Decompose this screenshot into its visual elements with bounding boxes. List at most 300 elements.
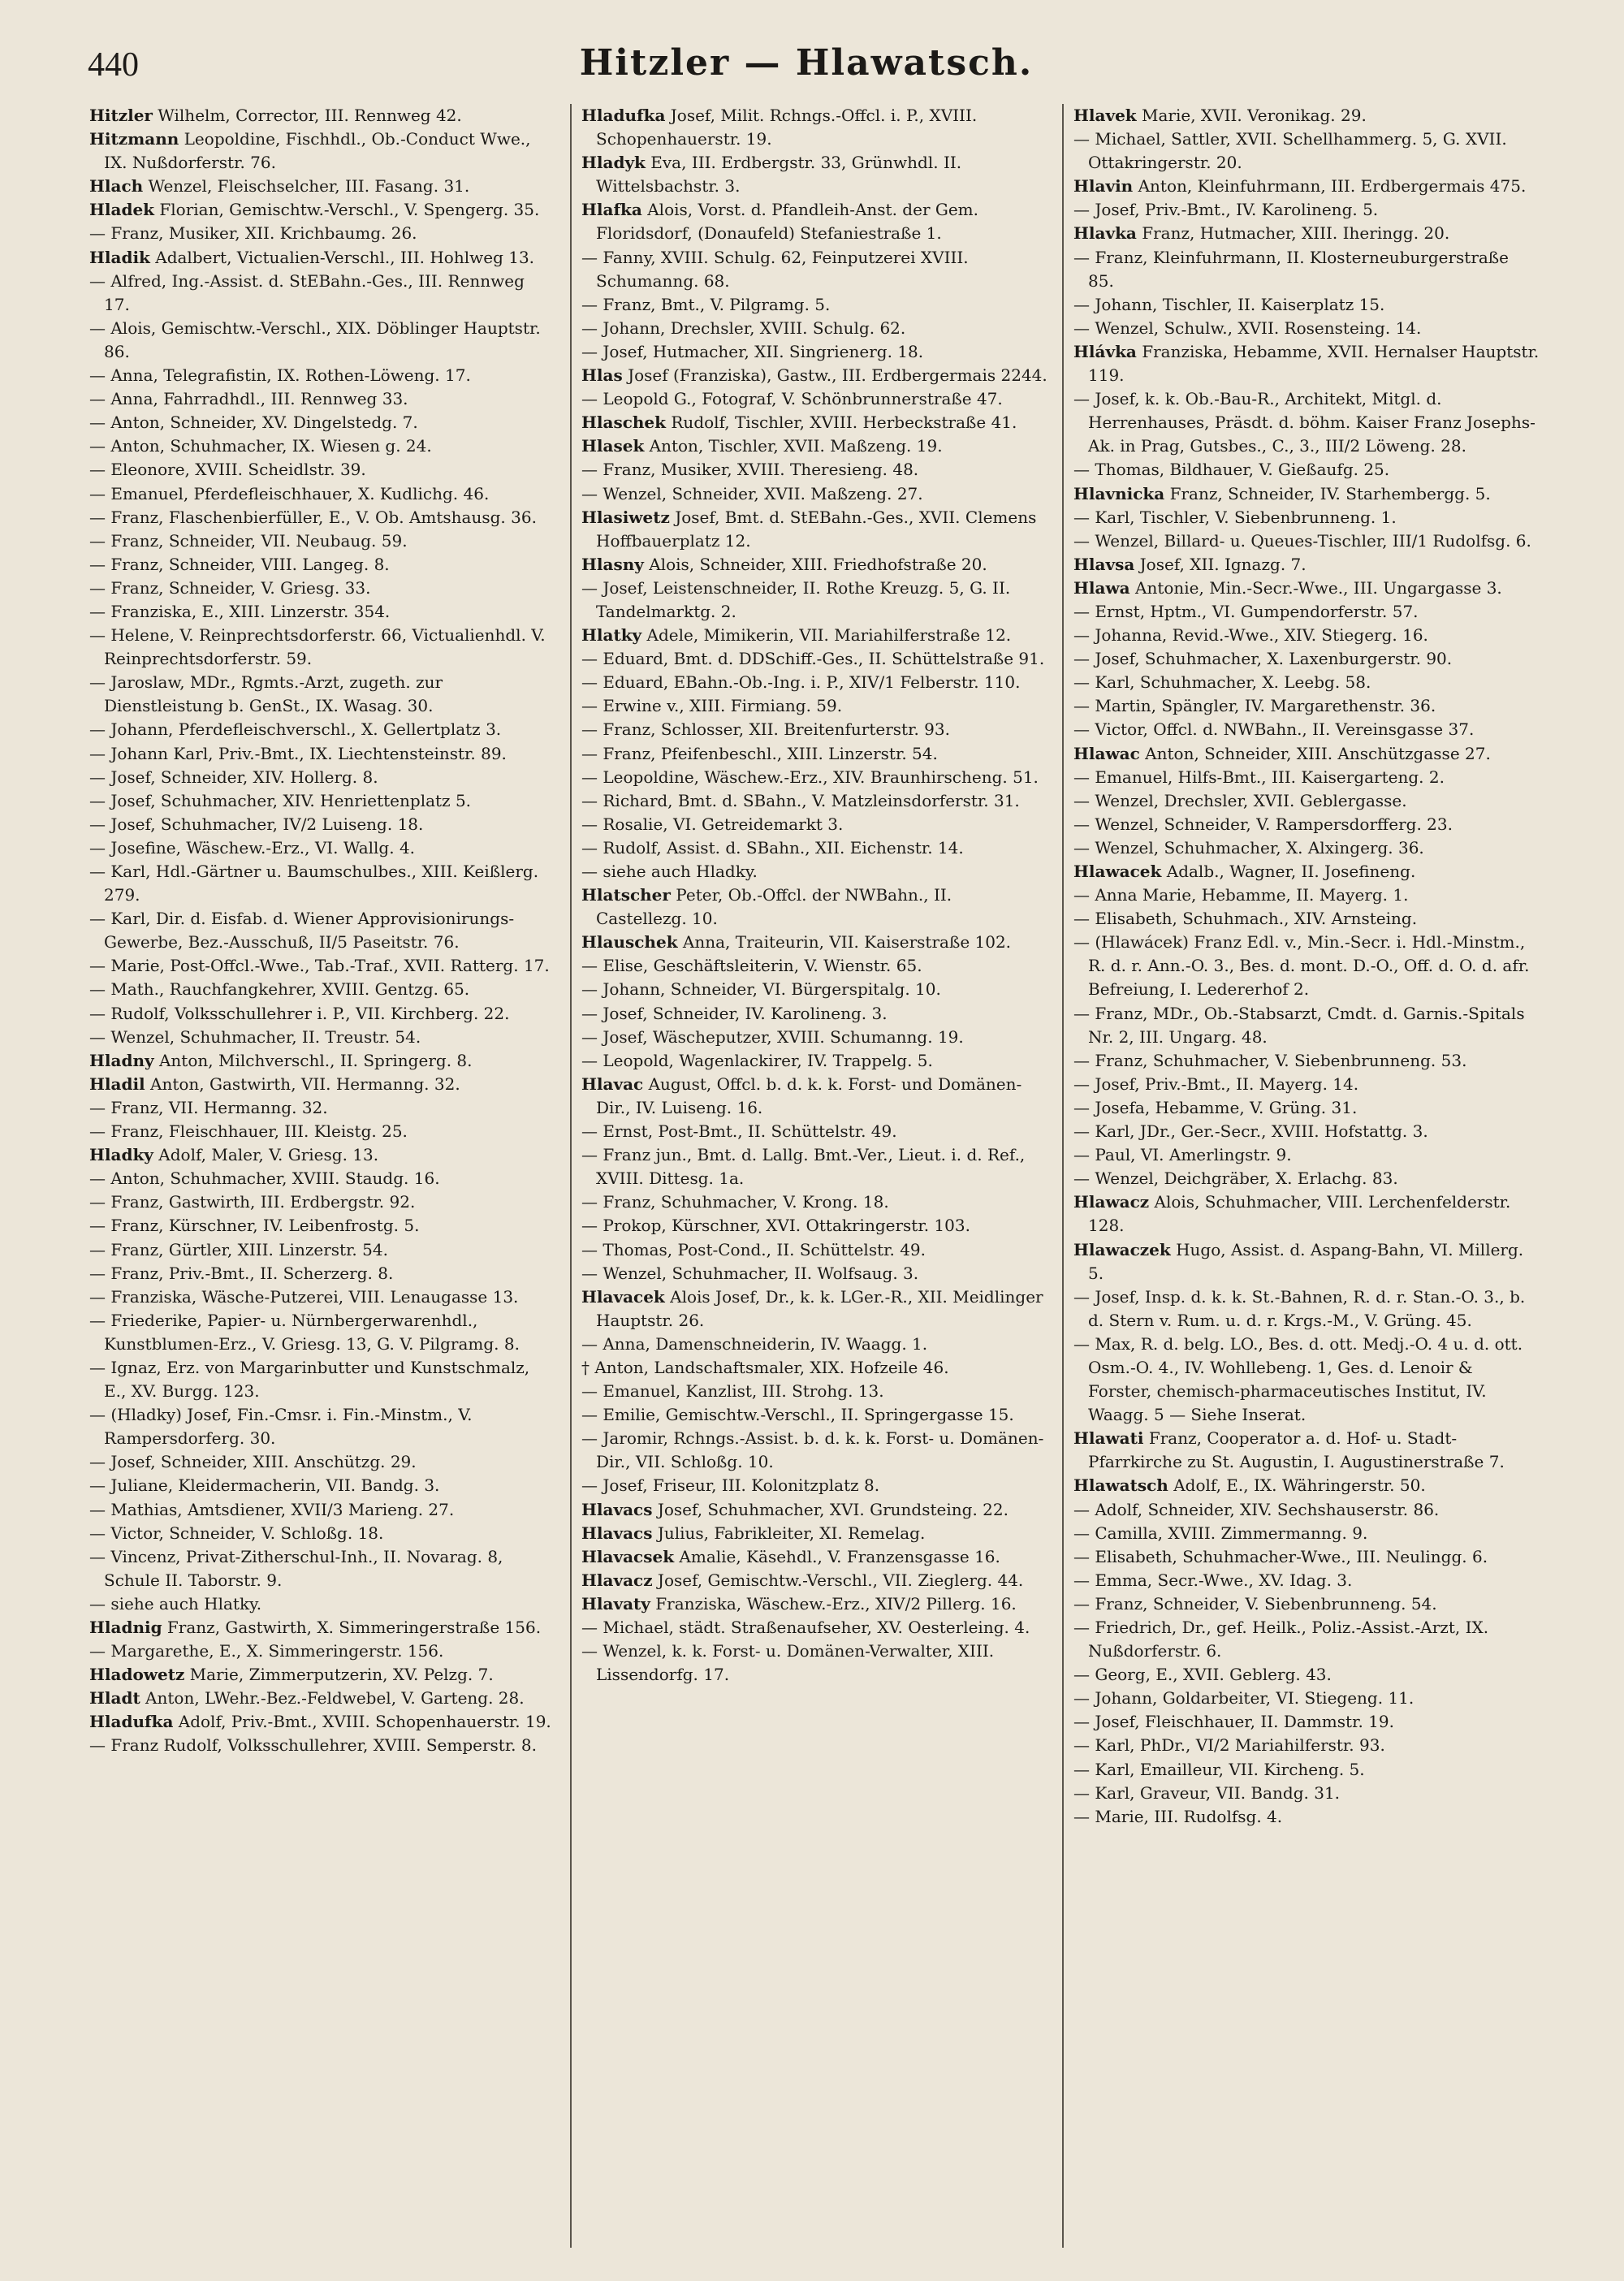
running-title: Hitzler — Hlawatsch. bbox=[579, 42, 1034, 84]
entry-text: — Josef, Schneider, IV. Karolineng. 3. bbox=[581, 1003, 888, 1023]
directory-entry bbox=[89, 1663, 555, 1687]
directory-entry bbox=[89, 1710, 555, 1734]
entry-text: Alois, Schuhmacher, VIII. Lerchenfelderstr. 128. bbox=[1088, 1192, 1511, 1236]
surname-heading: Hlavacs bbox=[581, 1523, 653, 1543]
directory-entry bbox=[1073, 1663, 1540, 1687]
entry-text: — Richard, Bmt. d. SBahn., V. Matzleinsdorferstr. 31. bbox=[581, 790, 1020, 810]
directory-entry bbox=[581, 1049, 1047, 1073]
entry-text: — Franz, Schuhmacher, V. Krong. 18. bbox=[581, 1192, 889, 1212]
entry-text: — Anton, Schuhmacher, XVIII. Staudg. 16. bbox=[89, 1169, 440, 1189]
surname-heading: Hladik bbox=[89, 247, 150, 267]
entry-text: — (Hladky) Josef, Fin.-Cmsr. i. Fin.-Minstm., V. Rampersdorferg. 30. bbox=[89, 1405, 473, 1449]
entry-text: Josef, XII. Ignazg. 7. bbox=[1134, 554, 1307, 574]
entry-text: † Anton, Landschaftsmaler, XIX. Hofzeile 46. bbox=[581, 1357, 949, 1377]
entry-text: Peter, Ob.-Offcl. der NWBahn., II. Castellezg. 10. bbox=[596, 885, 952, 929]
entry-text: — Alois, Gemischtw.-Verschl., XIX. Döblinger Hauptstr. 86. bbox=[89, 318, 541, 361]
directory-entry bbox=[89, 624, 555, 671]
directory-entry bbox=[581, 246, 1047, 293]
entry-text: — (Hlawácek) Franz Edl. v., Min.-Secr. i. Hdl.-Minstm., R. d. r. Ann.-O. 3., Bes. d. mont. D.-O., Off. d. O. d. afr. Befreiung, I. Ledererhof 2. bbox=[1073, 932, 1530, 1000]
entry-text: — Josef, k. k. Ob.-Bau-R., Architekt, Mitgl. d. Herrenhauses, Präsdt. d. böhm. Kaiser Franz Josephs-Ak. in Prag, Gutsbes., C., 3., III/2 Löweng. 28. bbox=[1073, 389, 1535, 456]
entry-text: — Ernst, Post-Bmt., II. Schüttelstr. 49. bbox=[581, 1121, 897, 1142]
directory-entry bbox=[581, 506, 1047, 553]
surname-heading: Hlasny bbox=[581, 554, 644, 574]
directory-entry bbox=[1073, 104, 1540, 127]
directory-entry bbox=[89, 222, 555, 245]
directory-entry bbox=[89, 1522, 555, 1545]
entry-text: — Karl, JDr., Ger.-Secr., XVIII. Hofstattg. 3. bbox=[1073, 1121, 1428, 1142]
directory-entry bbox=[1073, 1592, 1540, 1616]
entry-text: — Emma, Secr.-Wwe., XV. Idag. 3. bbox=[1073, 1570, 1353, 1590]
directory-entry bbox=[1073, 1687, 1540, 1710]
entry-text: — Fanny, XVIII. Schulg. 62, Feinputzerei XVIII. Schumanng. 68. bbox=[581, 247, 969, 291]
directory-entry bbox=[89, 1450, 555, 1474]
surname-heading: Hlavaty bbox=[581, 1593, 650, 1614]
entry-text: Alois, Vorst. d. Pfandleih-Anst. der Gem. Floridsdorf, (Donaufeld) Stefaniestraße 1. bbox=[596, 200, 978, 244]
directory-entry bbox=[1073, 1522, 1540, 1545]
entry-text: — Johann, Pferdefleischverschl., X. Gellertplatz 3. bbox=[89, 719, 502, 740]
entry-text: — Franz, Fleischhauer, III. Kleistg. 25. bbox=[89, 1121, 408, 1142]
directory-entry bbox=[89, 1262, 555, 1285]
directory-entry bbox=[581, 624, 1047, 647]
directory-entry bbox=[581, 1262, 1047, 1285]
surname-heading: Hladufka bbox=[89, 1712, 174, 1732]
entry-text: — Wenzel, Deichgräber, X. Erlachg. 83. bbox=[1073, 1169, 1398, 1189]
directory-entry bbox=[1073, 600, 1540, 624]
entry-text: — Josef, Schuhmacher, IV/2 Luiseng. 18. bbox=[89, 814, 424, 834]
directory-entry bbox=[581, 577, 1047, 624]
directory-entry bbox=[89, 1002, 555, 1026]
entry-text: — Johanna, Revid.-Wwe., XIV. Stiegerg. 16. bbox=[1073, 625, 1428, 646]
directory-entry bbox=[89, 1616, 555, 1639]
directory-entry bbox=[89, 742, 555, 766]
surname-heading: Hlaschek bbox=[581, 413, 667, 433]
directory-entry bbox=[1073, 293, 1540, 317]
entry-text: — Margarethe, E., X. Simmeringerstr. 156. bbox=[89, 1641, 444, 1661]
directory-entry bbox=[581, 364, 1047, 387]
entry-text: — Georg, E., XVII. Geblerg. 43. bbox=[1073, 1665, 1332, 1685]
directory-entry bbox=[581, 1616, 1047, 1639]
surname-heading: Hlasiwetz bbox=[581, 507, 670, 527]
directory-entry bbox=[581, 1474, 1047, 1497]
entry-text: — Johann, Schneider, VI. Bürgerspitalg. 10. bbox=[581, 979, 941, 1000]
entry-text: — Math., Rauchfangkehrer, XVIII. Gentzg. 65. bbox=[89, 979, 470, 1000]
entry-text: Alois Josef, Dr., k. k. LGer.-R., XII. Meidlinger Hauptstr. 26. bbox=[596, 1286, 1043, 1330]
surname-heading: Hlavka bbox=[1073, 223, 1137, 244]
surname-heading: Hladek bbox=[89, 200, 155, 220]
entry-text: Anton, LWehr.-Bez.-Feldwebel, V. Garteng. 28. bbox=[140, 1688, 525, 1709]
directory-entry bbox=[89, 1167, 555, 1190]
directory-entry bbox=[1073, 1498, 1540, 1522]
directory-entry bbox=[1073, 1120, 1540, 1143]
entry-text: — Karl, Schuhmacher, X. Leebg. 58. bbox=[1073, 672, 1371, 693]
entry-text: — siehe auch Hlatky. bbox=[89, 1593, 262, 1614]
directory-entry bbox=[1073, 127, 1540, 175]
directory-entry bbox=[581, 482, 1047, 506]
entry-text: — Franz, Schlosser, XII. Breitenfurterstr. 93. bbox=[581, 719, 950, 740]
entry-text: — Ignaz, Erz. von Margarinbutter und Kunstschmalz, E., XV. Burgg. 123. bbox=[89, 1357, 530, 1402]
entry-text: — Jaroslaw, MDr., Rgmts.-Arzt, zugeth. zur Dienstleistung b. GenSt., IX. Wasag. 30. bbox=[89, 672, 443, 716]
entry-text: — Ernst, Hptm., VI. Gumpendorferstr. 57. bbox=[1073, 601, 1419, 621]
directory-entry bbox=[581, 718, 1047, 741]
directory-entry bbox=[581, 789, 1047, 813]
entry-text: — Marie, III. Rudolfsg. 4. bbox=[1073, 1806, 1283, 1826]
entry-text: — Rudolf, Volksschullehrer i. P., VII. Kirchberg. 22. bbox=[89, 1003, 510, 1023]
directory-entry bbox=[1073, 1782, 1540, 1805]
surname-heading: Hlavin bbox=[1073, 176, 1134, 197]
entry-text: — Franz, Kleinfuhrmann, II. Klosterneuburgerstraße 85. bbox=[1073, 247, 1510, 291]
entry-text: — Franz, Schneider, V. Griesg. 33. bbox=[89, 577, 371, 598]
entry-text: — Josef, Priv.-Bmt., II. Mayerg. 14. bbox=[1073, 1074, 1359, 1094]
directory-entry bbox=[89, 954, 555, 978]
entry-text: Wenzel, Fleischselcher, III. Fasang. 31. bbox=[143, 176, 470, 197]
entry-text: — Franz, Gastwirth, III. Erdbergstr. 92. bbox=[89, 1192, 416, 1212]
entry-text: — Karl, Emailleur, VII. Kircheng. 5. bbox=[1073, 1759, 1365, 1779]
directory-entry bbox=[581, 1285, 1047, 1333]
directory-entry bbox=[89, 175, 555, 198]
directory-entry bbox=[1073, 529, 1540, 553]
entry-text: August, Offcl. b. d. k. k. Forst- und Domänen-Dir., IV. Luiseng. 16. bbox=[596, 1074, 1022, 1117]
entry-text: — siehe auch Hladky. bbox=[581, 862, 758, 881]
entry-text: — Anna Marie, Hebamme, II. Mayerg. 1. bbox=[1073, 885, 1409, 905]
columns-container bbox=[89, 104, 1540, 2248]
directory-entry bbox=[1073, 506, 1540, 529]
entry-text: — Wenzel, Schuhmacher, X. Alxingerg. 36. bbox=[1073, 837, 1424, 858]
entry-text: — Elisabeth, Schuhmacher-Wwe., III. Neulingg. 6. bbox=[1073, 1546, 1488, 1566]
entry-text: — Johann, Tischler, II. Kaiserplatz 15. bbox=[1073, 294, 1385, 314]
entry-text: Anton, Kleinfuhrmann, III. Erdbergermais 475. bbox=[1133, 176, 1527, 197]
directory-entry bbox=[581, 694, 1047, 718]
directory-entry bbox=[89, 813, 555, 836]
surname-heading: Hlavac bbox=[581, 1074, 644, 1094]
entry-text: Florian, Gemischtw.-Verschl., V. Spengerg. 35. bbox=[154, 200, 540, 220]
entry-text: — Wenzel, Drechsler, XVII. Geblergasse. bbox=[1073, 790, 1407, 810]
surname-heading: Hlawa bbox=[1073, 577, 1130, 598]
directory-entry bbox=[1073, 647, 1540, 671]
entry-text: Anna, Traiteurin, VII. Kaiserstraße 102. bbox=[677, 932, 1012, 953]
entry-text: — Jaromir, Rchngs.-Assist. b. d. k. k. Forst- u. Domänen-Dir., VII. Schloßg. 10. bbox=[581, 1428, 1044, 1472]
entry-text: — Josef, Wäscheputzer, XVIII. Schumanng. 19. bbox=[581, 1026, 964, 1047]
entry-text: Adalb., Wagner, II. Josefineng. bbox=[1161, 862, 1416, 881]
entry-text: — Eleonore, XVIII. Scheidlstr. 39. bbox=[89, 460, 366, 480]
entry-text: — Josef, Insp. d. k. k. St.-Bahnen, R. d. r. Stan.-O. 3., b. d. Stern v. Rum. u. d. r. Krgs.-M., V. Grüng. 45. bbox=[1073, 1286, 1526, 1330]
directory-entry bbox=[89, 1026, 555, 1049]
directory-entry bbox=[89, 1120, 555, 1143]
entry-text: — Marie, Post-Offcl.-Wwe., Tab.-Traf., XVII. Ratterg. 17. bbox=[89, 956, 550, 976]
directory-entry bbox=[581, 1120, 1047, 1143]
entry-text: — Johann, Goldarbeiter, VI. Stiegeng. 11. bbox=[1073, 1688, 1415, 1709]
directory-entry bbox=[89, 1734, 555, 1757]
entry-text: — Josef, Leistenschneider, II. Rothe Kreuzg. 5, G. II. Tandelmarktg. 2. bbox=[581, 577, 1011, 621]
directory-entry bbox=[89, 978, 555, 1001]
entry-text: — Franz, Priv.-Bmt., II. Scherzerg. 8. bbox=[89, 1263, 394, 1283]
entry-text: Adele, Mimikerin, VII. Mariahilferstraße 12. bbox=[641, 625, 1012, 646]
column-divider bbox=[570, 104, 572, 2248]
directory-entry bbox=[89, 1285, 555, 1309]
entry-text: Anton, Gastwirth, VII. Hermanng. 32. bbox=[145, 1074, 460, 1094]
entry-text: — Elise, Geschäftsleiterin, V. Wienstr. 65. bbox=[581, 956, 922, 976]
entry-text: Anton, Milchverschl., II. Springerg. 8. bbox=[153, 1050, 473, 1070]
directory-entry bbox=[1073, 577, 1540, 600]
directory-entry bbox=[581, 1380, 1047, 1403]
entry-text: — Wenzel, Schneider, XVII. Maßzeng. 27. bbox=[581, 483, 923, 503]
entry-text: — Eduard, EBahn.-Ob.-Ing. i. P., XIV/1 Felberstr. 110. bbox=[581, 672, 1021, 693]
directory-entry bbox=[581, 293, 1047, 317]
directory-entry bbox=[581, 813, 1047, 836]
directory-entry bbox=[1073, 1616, 1540, 1663]
directory-entry bbox=[89, 1049, 555, 1073]
directory-entry bbox=[1073, 1474, 1540, 1497]
entry-text: Rudolf, Tischler, XVIII. Herbeckstraße 41. bbox=[666, 413, 1017, 433]
entry-text: — Franziska, Wäsche-Putzerei, VIII. Lenaugasse 13. bbox=[89, 1286, 519, 1307]
entry-text: — Franz, Pfeifenbeschl., XIII. Linzerstr. 54. bbox=[581, 743, 938, 763]
entry-text: — Vincenz, Privat-Zitherschul-Inh., II. Novarag. 8, Schule II. Taborstr. 9. bbox=[89, 1546, 503, 1590]
surname-heading: Hladt bbox=[89, 1688, 140, 1709]
directory-entry bbox=[1073, 198, 1540, 222]
directory-entry bbox=[89, 364, 555, 387]
directory-entry bbox=[89, 1214, 555, 1238]
entry-text: — Adolf, Schneider, XIV. Sechshauserstr. 86. bbox=[1073, 1499, 1440, 1519]
entry-text: — Josef, Hutmacher, XII. Singrienerg. 18. bbox=[581, 341, 924, 361]
surname-heading: Hladnig bbox=[89, 1618, 162, 1637]
entry-text: — Alfred, Ing.-Assist. d. StEBahn.-Ges., III. Rennweg 17. bbox=[89, 270, 525, 314]
directory-entry bbox=[89, 270, 555, 317]
entry-text: — Franz jun., Bmt. d. Lallg. Bmt.-Ver., Lieut. i. d. Ref., XVIII. Dittesg. 1a. bbox=[581, 1145, 1026, 1189]
entry-text: — Franziska, E., XIII. Linzerstr. 354. bbox=[89, 601, 391, 621]
entry-text: — Franz, Flaschenbierfüller, E., V. Ob. Amtshausg. 36. bbox=[89, 507, 537, 527]
surname-heading: Hladny bbox=[89, 1050, 154, 1070]
surname-heading: Hlawati bbox=[1073, 1428, 1144, 1449]
entry-text: Franz, Gastwirth, X. Simmeringerstraße 156. bbox=[162, 1618, 542, 1637]
directory-entry bbox=[1073, 458, 1540, 482]
directory-entry bbox=[581, 1498, 1047, 1522]
directory-entry bbox=[1073, 317, 1540, 340]
directory-entry bbox=[1073, 789, 1540, 813]
directory-entry bbox=[89, 127, 555, 175]
entry-text: — Victor, Offcl. d. NWBahn., II. Vereinsgasse 37. bbox=[1073, 719, 1475, 740]
directory-entry bbox=[1073, 883, 1540, 907]
entry-text: — Josefa, Hebamme, V. Grüng. 31. bbox=[1073, 1097, 1358, 1117]
directory-entry bbox=[1073, 931, 1540, 1001]
surname-heading: Hitzmann bbox=[89, 129, 179, 149]
entry-text: — Josef, Priv.-Bmt., IV. Karolineng. 5. bbox=[1073, 200, 1379, 220]
directory-entry bbox=[581, 411, 1047, 434]
entry-text: Adolf, Priv.-Bmt., XVIII. Schopenhauerstr. 19. bbox=[173, 1712, 551, 1732]
surname-heading: Hitzler bbox=[89, 106, 153, 125]
entry-text: — Franz, MDr., Ob.-Stabsarzt, Cmdt. d. Garnis.-Spitals Nr. 2, III. Ungarg. 48. bbox=[1073, 1003, 1525, 1047]
directory-entry bbox=[1073, 246, 1540, 293]
entry-text: Anton, Tischler, XVII. Maßzeng. 19. bbox=[644, 436, 943, 456]
directory-entry bbox=[89, 1592, 555, 1616]
directory-entry bbox=[581, 198, 1047, 245]
directory-entry bbox=[581, 1569, 1047, 1592]
entry-text: — Franz, Gürtler, XIII. Linzerstr. 54. bbox=[89, 1239, 388, 1259]
directory-entry bbox=[89, 458, 555, 482]
entry-text: Franz, Schneider, IV. Starhembergg. 5. bbox=[1164, 483, 1491, 503]
column-2 bbox=[581, 104, 1047, 2248]
entry-text: — Franz, Kürschner, IV. Leibenfrostg. 5. bbox=[89, 1216, 420, 1236]
entry-text: — Martin, Spängler, IV. Margarethenstr. 36. bbox=[1073, 696, 1436, 716]
entry-text: — Emanuel, Pferdefleischhauer, X. Kudlichg. 46. bbox=[89, 483, 490, 503]
directory-entry bbox=[1073, 1333, 1540, 1427]
entry-text: — Paul, VI. Amerlingstr. 9. bbox=[1073, 1145, 1292, 1165]
entry-text: — Mathias, Amtsdiener, XVII/3 Marieng. 27. bbox=[89, 1499, 455, 1519]
directory-entry bbox=[581, 387, 1047, 411]
surname-heading: Hlavacs bbox=[581, 1499, 653, 1519]
directory-entry bbox=[89, 1403, 555, 1450]
directory-entry bbox=[1073, 1805, 1540, 1829]
entry-text: — Franz, VII. Hermanng. 32. bbox=[89, 1097, 328, 1117]
entry-text: Adolf, E., IX. Währingerstr. 50. bbox=[1168, 1475, 1426, 1496]
entry-text: — Prokop, Kürschner, XVI. Ottakringerstr. 103. bbox=[581, 1216, 970, 1236]
entry-text: Franziska, Hebamme, XVII. Hernalser Hauptstr. 119. bbox=[1088, 341, 1540, 386]
directory-entry bbox=[581, 671, 1047, 694]
entry-text: — Helene, V. Reinprechtsdorferstr. 66, Victualienhdl. V. Reinprechtsdorferstr. 59. bbox=[89, 625, 546, 669]
directory-entry bbox=[89, 387, 555, 411]
directory-entry bbox=[1073, 813, 1540, 836]
directory-entry bbox=[1073, 1238, 1540, 1285]
directory-entry bbox=[581, 978, 1047, 1001]
entry-text: — Josef, Fleischhauer, II. Dammstr. 19. bbox=[1073, 1712, 1394, 1732]
directory-entry bbox=[581, 340, 1047, 364]
surname-heading: Hladufka bbox=[581, 106, 666, 125]
directory-entry bbox=[89, 1687, 555, 1710]
directory-entry bbox=[581, 883, 1047, 931]
entry-text: Franz, Hutmacher, XIII. Iheringg. 20. bbox=[1136, 223, 1450, 244]
surname-heading: Hlavnicka bbox=[1073, 483, 1165, 503]
directory-entry bbox=[89, 411, 555, 434]
entry-text: — Leopoldine, Wäschew.-Erz., XIV. Braunhirscheng. 51. bbox=[581, 767, 1039, 787]
entry-text: — Johann, Drechsler, XVIII. Schulg. 62. bbox=[581, 318, 906, 338]
entry-text: — Johann Karl, Priv.-Bmt., IX. Liechtensteinstr. 89. bbox=[89, 743, 507, 763]
directory-entry bbox=[89, 860, 555, 907]
entry-text: — Josef, Schneider, XIV. Hollerg. 8. bbox=[89, 767, 378, 787]
page-header bbox=[88, 42, 1525, 97]
directory-entry bbox=[581, 151, 1047, 198]
surname-heading: Hlas bbox=[581, 365, 623, 386]
surname-heading: Hlawatsch bbox=[1073, 1475, 1168, 1496]
entry-text: Josef (Franziska), Gastw., III. Erdbergermais 2244. bbox=[622, 365, 1047, 386]
directory-entry bbox=[1073, 1096, 1540, 1120]
directory-entry bbox=[581, 954, 1047, 978]
entry-text: Alois, Schneider, XIII. Friedhofstraße 20. bbox=[643, 554, 987, 574]
directory-entry bbox=[1073, 1758, 1540, 1782]
directory-entry bbox=[1073, 1190, 1540, 1238]
surname-heading: Hlasek bbox=[581, 436, 645, 456]
directory-entry bbox=[581, 742, 1047, 766]
surname-heading: Hlawac bbox=[1073, 743, 1140, 763]
directory-entry bbox=[581, 860, 1047, 883]
entry-text: — Camilla, XVIII. Zimmermanng. 9. bbox=[1073, 1523, 1368, 1543]
entry-text: — Max, R. d. belg. LO., Bes. d. ott. Medj.-O. 4 u. d. ott. Osm.-O. 4., IV. Wohllebeng. 1, Ges. d. Lenoir & Forster, chemisch-pharmaceutisches Institut, IV. Waagg. 5 — Siehe Inserat. bbox=[1073, 1333, 1523, 1425]
entry-text: — Wenzel, Billard- u. Queues-Tischler, III/1 Rudolfsg. 6. bbox=[1073, 530, 1531, 551]
directory-entry bbox=[89, 671, 555, 718]
directory-entry bbox=[1073, 694, 1540, 718]
directory-entry bbox=[89, 907, 555, 954]
directory-entry bbox=[89, 1545, 555, 1592]
entry-text: — Leopold, Wagenlackirer, IV. Trappelg. 5. bbox=[581, 1050, 933, 1070]
directory-entry bbox=[581, 1238, 1047, 1262]
surname-heading: Hlavek bbox=[1073, 106, 1137, 125]
directory-entry bbox=[89, 577, 555, 600]
entry-text: — Friederike, Papier- u. Nürnbergerwarenhdl., Kunstblumen-Erz., V. Griesg. 13, G. V. Pilgramg. 8. bbox=[89, 1310, 520, 1354]
entry-text: Hugo, Assist. d. Aspang-Bahn, VI. Millerg. 5. bbox=[1088, 1239, 1524, 1283]
entry-text: — Elisabeth, Schuhmach., XIV. Arnsteing. bbox=[1073, 909, 1418, 929]
entry-text: — Franz, Bmt., V. Pilgramg. 5. bbox=[581, 294, 831, 314]
entry-text: Wilhelm, Corrector, III. Rennweg 42. bbox=[152, 106, 462, 125]
surname-heading: Hladky bbox=[89, 1145, 153, 1165]
directory-entry bbox=[581, 766, 1047, 789]
directory-entry bbox=[1073, 860, 1540, 883]
directory-entry bbox=[89, 317, 555, 364]
directory-entry bbox=[1073, 1002, 1540, 1049]
directory-entry bbox=[89, 1309, 555, 1356]
entry-text: — Victor, Schneider, V. Schloßg. 18. bbox=[89, 1523, 384, 1543]
entry-text: — Erwine v., XIII. Firmiang. 59. bbox=[581, 696, 843, 716]
directory-entry bbox=[1073, 671, 1540, 694]
column-1 bbox=[89, 104, 555, 2248]
entry-text: Josef, Schuhmacher, XVI. Grundsteing. 22. bbox=[652, 1499, 1009, 1519]
directory-entry bbox=[581, 458, 1047, 482]
surname-heading: Hladowetz bbox=[89, 1665, 185, 1685]
surname-heading: Hlatscher bbox=[581, 885, 671, 905]
entry-text: Eva, III. Erdbergstr. 33, Grünwhdl. II. Wittelsbachstr. 3. bbox=[596, 153, 962, 197]
directory-entry bbox=[89, 553, 555, 577]
directory-entry bbox=[89, 198, 555, 222]
directory-entry bbox=[89, 1096, 555, 1120]
entry-text: Anton, Schneider, XIII. Anschützgasse 27. bbox=[1139, 743, 1491, 763]
directory-entry bbox=[89, 104, 555, 127]
entry-text: — Karl, PhDr., VI/2 Mariahilferstr. 93. bbox=[1073, 1735, 1385, 1756]
directory-entry bbox=[89, 1190, 555, 1214]
entry-text: — Rudolf, Assist. d. SBahn., XII. Eichenstr. 14. bbox=[581, 837, 964, 858]
entry-text: — Anton, Schuhmacher, IX. Wiesen g. 24. bbox=[89, 436, 432, 456]
entry-text: — Eduard, Bmt. d. DDSchiff.-Ges., II. Schüttelstraße 91. bbox=[581, 649, 1045, 669]
directory-entry bbox=[89, 789, 555, 813]
entry-text: Marie, XVII. Veronikag. 29. bbox=[1136, 106, 1367, 125]
directory-entry bbox=[89, 482, 555, 506]
directory-entry bbox=[89, 1238, 555, 1262]
entry-text: — Franz, Musiker, XVIII. Theresieng. 48. bbox=[581, 460, 919, 480]
entry-text: — Wenzel, Schuhmacher, II. Treustr. 54. bbox=[89, 1026, 421, 1047]
entry-text: — Thomas, Post-Cond., II. Schüttelstr. 49. bbox=[581, 1239, 926, 1259]
directory-entry bbox=[1073, 1073, 1540, 1096]
directory-entry bbox=[89, 1639, 555, 1663]
directory-entry bbox=[581, 1639, 1047, 1687]
page-number: 440 bbox=[88, 46, 139, 84]
directory-entry bbox=[89, 1073, 555, 1096]
directory-entry bbox=[581, 104, 1047, 151]
directory-entry bbox=[1073, 907, 1540, 931]
directory-entry bbox=[1073, 836, 1540, 860]
surname-heading: Hlawacz bbox=[1073, 1192, 1150, 1212]
entry-text: — Josef, Schneider, XIII. Anschützg. 29. bbox=[89, 1452, 417, 1472]
directory-entry bbox=[1073, 553, 1540, 577]
directory-entry bbox=[1073, 1545, 1540, 1569]
entry-text: — Thomas, Bildhauer, V. Gießaufg. 25. bbox=[1073, 460, 1390, 480]
surname-heading: Hlatky bbox=[581, 625, 642, 646]
entry-text: — Michael, städt. Straßenaufseher, XV. Oesterleing. 4. bbox=[581, 1618, 1030, 1637]
directory-entry bbox=[581, 647, 1047, 671]
entry-text: — Anna, Telegrafistin, IX. Rothen-Löweng. 17. bbox=[89, 365, 471, 386]
directory-entry bbox=[581, 1545, 1047, 1569]
directory-entry bbox=[89, 506, 555, 529]
directory-entry bbox=[89, 836, 555, 860]
directory-entry bbox=[1073, 1427, 1540, 1474]
surname-heading: Hladyk bbox=[581, 153, 646, 173]
column-3 bbox=[1073, 104, 1540, 2248]
surname-heading: Hlawaczek bbox=[1073, 1239, 1171, 1259]
directory-entry bbox=[581, 1522, 1047, 1545]
